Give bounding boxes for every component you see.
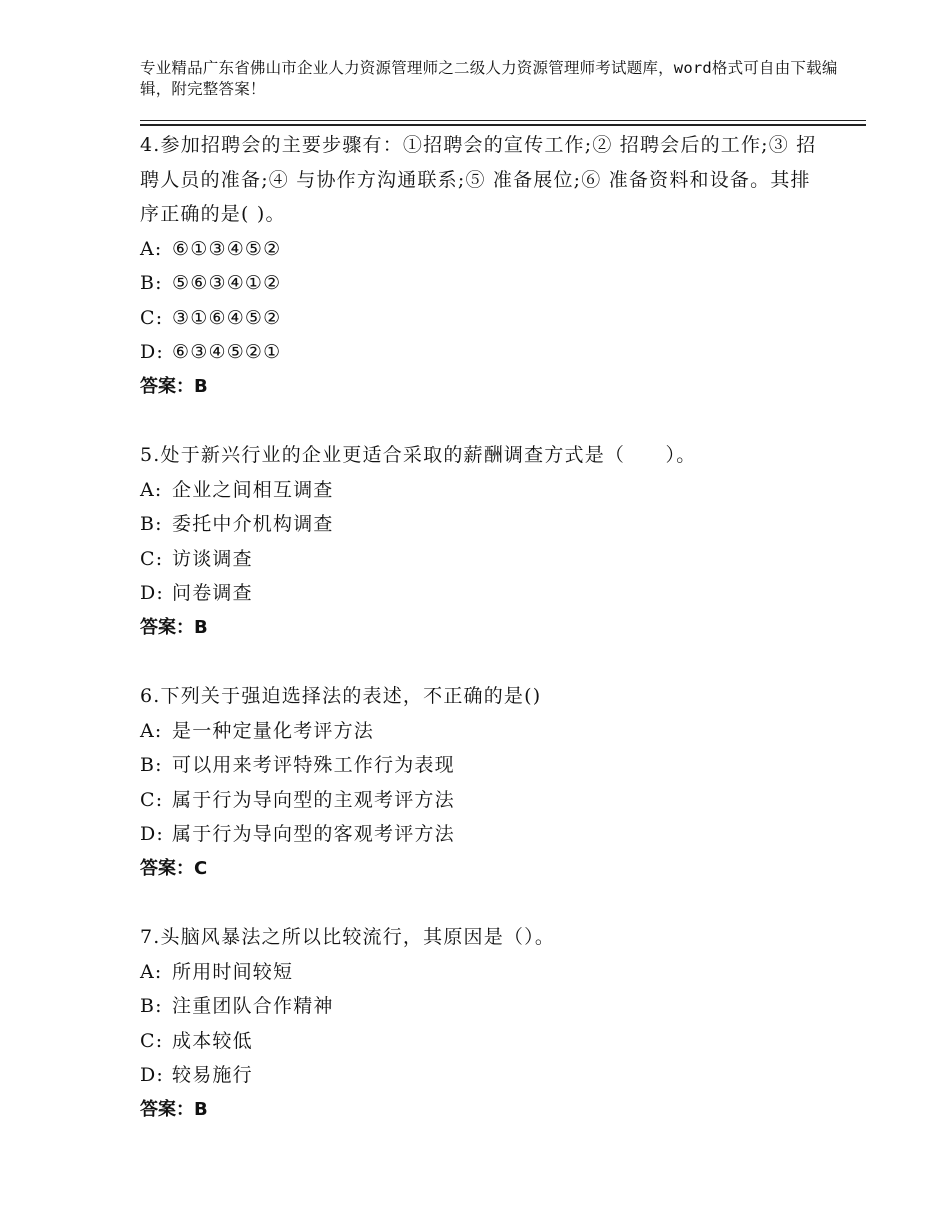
question-6 <box>140 679 830 886</box>
option-letter: D: <box>140 823 165 845</box>
option-letter: C: <box>140 547 164 570</box>
option-text: 是一种定量化考评方法 <box>172 719 375 742</box>
header-divider-thin <box>140 120 866 121</box>
option-text: ⑤⑥③④①② <box>172 272 282 294</box>
option-letter: A: <box>140 960 163 983</box>
question-text: 5.处于新兴行业的企业更适合采取的薪酬调查方式是（ ）。 <box>140 444 697 466</box>
option-letter: A: <box>140 237 163 260</box>
option-text: ⑥③④⑤②① <box>172 341 282 363</box>
question-list <box>140 128 830 1127</box>
option-letter: B: <box>140 272 163 294</box>
option-letter: C: <box>140 788 164 811</box>
option-c <box>140 1024 830 1059</box>
option-d <box>140 1058 830 1093</box>
option-text: 所用时间较短 <box>172 960 294 983</box>
header-divider-thick <box>140 124 866 126</box>
question-text: 6.下列关于强迫选择法的表述，不正确的是() <box>140 685 542 707</box>
option-c <box>140 542 830 577</box>
option-text: 属于行为导向型的客观考评方法 <box>172 823 455 845</box>
option-c <box>140 783 830 818</box>
question-text: 7.头脑风暴法之所以比较流行，其原因是（）。 <box>140 926 556 948</box>
option-letter: D: <box>140 582 165 604</box>
option-b <box>140 507 830 542</box>
option-d <box>140 817 830 852</box>
question-5 <box>140 438 830 645</box>
option-a <box>140 232 830 267</box>
spacer <box>140 404 830 438</box>
option-letter: B: <box>140 513 163 535</box>
answer-label: 答案：B <box>140 616 208 638</box>
option-text: 问卷调查 <box>172 582 253 604</box>
option-text: ③①⑥④⑤② <box>172 306 282 329</box>
question-7 <box>140 920 830 1127</box>
option-c <box>140 301 830 336</box>
option-text: 委托中介机构调查 <box>172 513 334 535</box>
option-letter: C: <box>140 1029 164 1052</box>
answer-label: 答案：B <box>140 375 208 397</box>
question-text: 4.参加招聘会的主要步骤有：①招聘会的宣传工作;② 招聘会后的工作;③ 招聘人员的准备;④ 与协作方沟通联系;⑤ 准备展位;⑥ 准备资料和设备。其排序正确的是( )。 <box>140 134 817 225</box>
option-letter: D: <box>140 1064 165 1086</box>
option-a <box>140 955 830 990</box>
option-b <box>140 266 830 301</box>
question-4 <box>140 128 830 404</box>
option-text: 属于行为导向型的主观考评方法 <box>172 788 455 811</box>
option-d <box>140 576 830 611</box>
option-text: 较易施行 <box>172 1064 253 1086</box>
option-text: 可以用来考评特殊工作行为表现 <box>172 754 455 776</box>
option-text: 访谈调查 <box>172 547 253 570</box>
option-d <box>140 335 830 370</box>
option-letter: C: <box>140 306 164 329</box>
option-a <box>140 714 830 749</box>
option-a <box>140 473 830 508</box>
document-header: 专业精品广东省佛山市企业人力资源管理师之二级人力资源管理师考试题库，word格式可自由下载编辑，附完整答案！ <box>140 59 838 98</box>
spacer <box>140 645 830 679</box>
option-text: 注重团队合作精神 <box>172 995 334 1017</box>
option-letter: B: <box>140 995 163 1017</box>
option-text: 成本较低 <box>172 1029 253 1052</box>
option-text: 企业之间相互调查 <box>172 478 334 501</box>
option-letter: A: <box>140 478 163 501</box>
option-b <box>140 748 830 783</box>
option-letter: B: <box>140 754 163 776</box>
answer-label: 答案：B <box>140 1098 208 1120</box>
option-letter: D: <box>140 341 165 363</box>
option-text: ⑥①③④⑤② <box>172 237 282 260</box>
spacer <box>140 886 830 920</box>
option-letter: A: <box>140 719 163 742</box>
answer-label: 答案：C <box>140 857 208 879</box>
option-b <box>140 989 830 1024</box>
